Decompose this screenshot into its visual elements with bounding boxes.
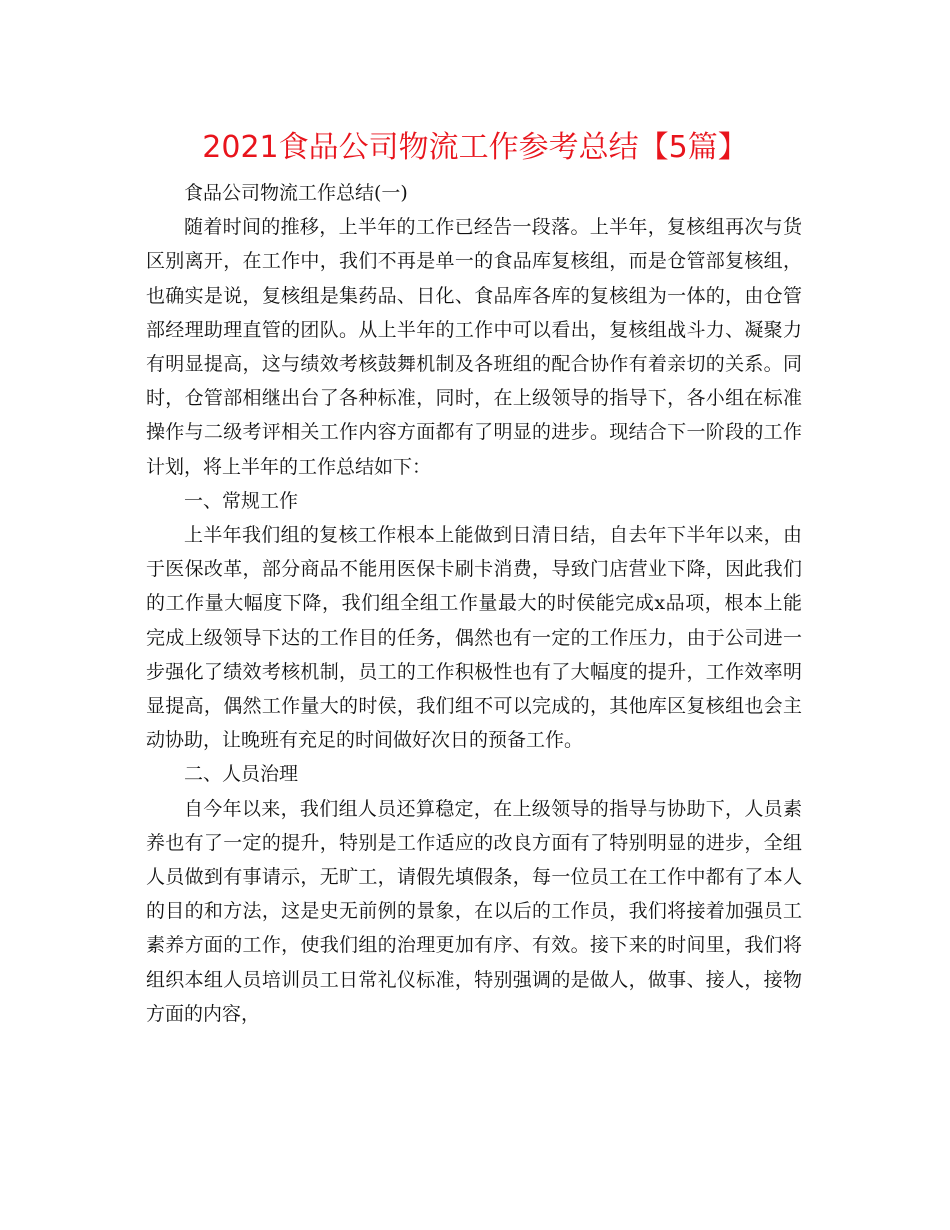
- document-title: 2021食品公司物流工作参考总结【5篇】: [202, 130, 748, 165]
- document-body: [146, 176, 802, 1031]
- body-paragraph: 自今年以来，我们组人员还算稳定，在上级领导的指导与协助下，人员素养也有了一定的提升，特别是工作适应的改良方面有了特别明显的进步，全组人员做到有事请示，无旷工，请假先填假条，每一位员工在工作中都有了本人的目的和方法，这是史无前例的景象，在以后的工作员，我们将接着加强员工素养方面的工作，使我们组的治理更加有序、有效。接下来的时间里，我们将组织本组人员培训员工日常礼仪标准，特别强调的是做人，做事、接人，接物方面的内容，: [146, 797, 802, 1025]
- subtitle-paragraph: 食品公司物流工作总结(一): [184, 182, 408, 204]
- body-paragraph: 上半年我们组的复核工作根本上能做到日清日结，自去年下半年以来，由于医保改革，部分商品不能用医保卡刷卡消费，导致门店营业下降，因此我们的工作量大幅度下降，我们组全组工作量最大的时侯能完成x品项，根本上能完成上级领导下达的工作目的任务，偶然也有一定的工作压力，由于公司进一步强化了绩效考核机制，员工的工作积极性也有了大幅度的提升，工作效率明显提高，偶然工作量大的时侯，我们组不可以完成的，其他库区复核组也会主动协助，让晚班有充足的时间做好次日的预备工作。: [146, 524, 802, 752]
- body-paragraph: 随着时间的推移，上半年的工作已经告一段落。上半年，复核组再次与货区别离开，在工作中，我们不再是单一的食品库复核组，而是仓管部复核组，也确实是说，复核组是集药品、日化、食品库各库的复核组为一体的，由仓管部经理助理直管的团队。从上半年的工作中可以看出，复核组战斗力、凝聚力有明显提高，这与绩效考核鼓舞机制及各班组的配合协作有着亲切的关系。同时，仓管部相继出台了各种标准，同时，在上级领导的指导下，各小组在标准操作与二级考评相关工作内容方面都有了明显的进步。现结合下一阶段的工作计划，将上半年的工作总结如下：: [146, 216, 802, 478]
- section-heading: 二、人员治理: [184, 763, 299, 786]
- section-heading: 一、常规工作: [184, 489, 299, 512]
